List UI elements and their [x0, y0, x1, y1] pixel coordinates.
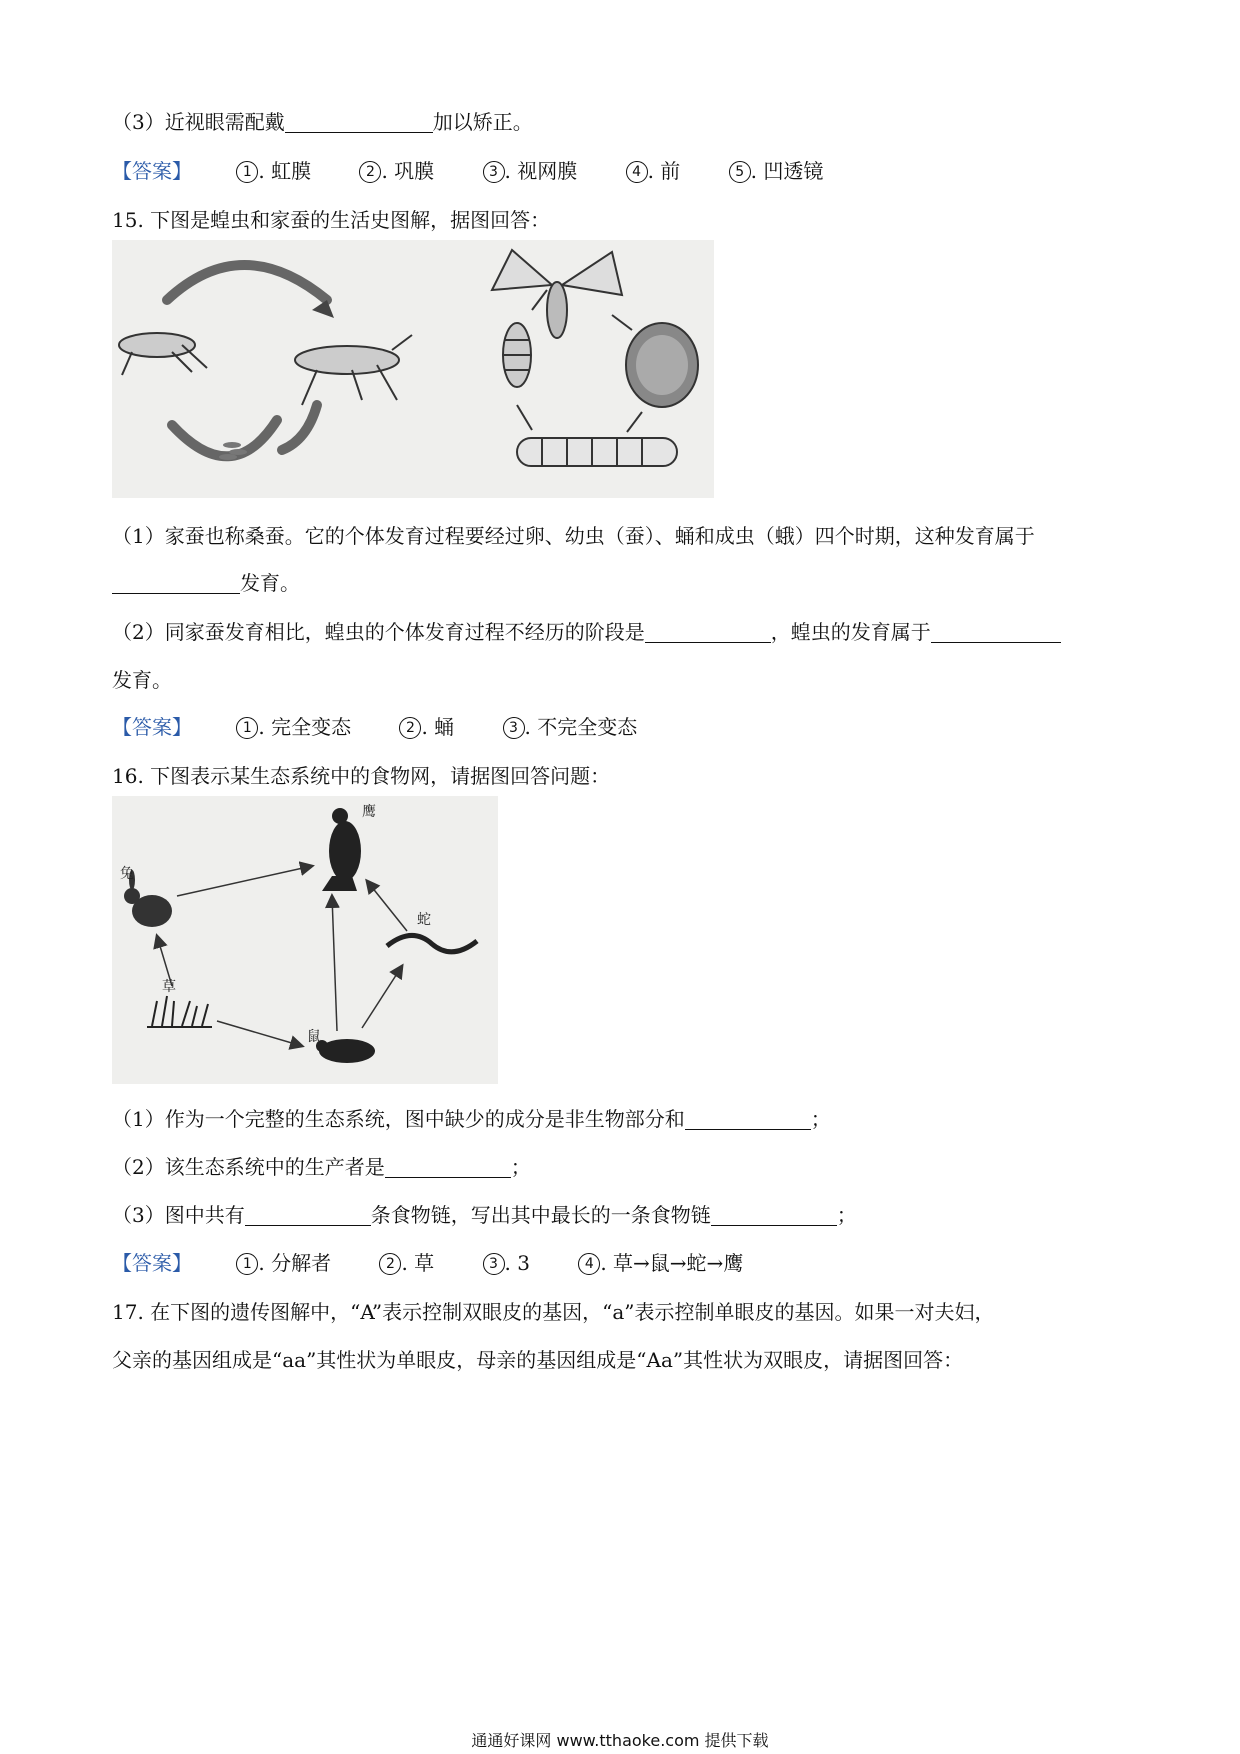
- answer-text: . 不完全变态: [524, 715, 638, 739]
- answer-text: . 3: [504, 1251, 530, 1275]
- arrow-mouse-eagle: [332, 896, 337, 1031]
- q15-part2-text: （2）同家蚕发育相比，蝗虫的个体发育过程不经历的阶段是: [112, 620, 645, 644]
- pupa-icon: [503, 323, 531, 387]
- q15-answer: [112, 711, 679, 740]
- cycle-arrow-left: [172, 420, 277, 456]
- q16-part1: [112, 1103, 831, 1132]
- q15-part1-line2: [112, 567, 300, 596]
- q16-title: 16. 下图表示某生态系统中的食物网，请据图回答问题：: [112, 764, 611, 788]
- answer-item: [236, 715, 351, 739]
- silkworm-egg-mass-icon: [626, 323, 698, 407]
- q15-part2-line1: [112, 616, 1061, 645]
- answer-item: [236, 159, 311, 183]
- circled-number: 3: [483, 1253, 505, 1275]
- answer-item: [236, 1251, 331, 1275]
- answer-item: [503, 715, 638, 739]
- circled-number: 5: [729, 161, 751, 183]
- q15-part1-line1: （1）家蚕也称桑蚕。它的个体发育过程要经过卵、幼虫（蚕）、蛹和成虫（蛾）四个时期，这种发育属于: [112, 524, 1035, 548]
- life-cycle-svg: [112, 240, 714, 498]
- q16-part3-after: ；: [836, 1203, 857, 1227]
- answer-text: . 完全变态: [258, 715, 352, 739]
- answer-tag: 【答案】: [112, 715, 192, 739]
- rabbit-label: 兔: [120, 866, 134, 882]
- q16-part2: [112, 1151, 531, 1180]
- circled-number: 2: [379, 1253, 401, 1275]
- answer-text: . 巩膜: [381, 159, 435, 183]
- circled-number: 1: [236, 161, 258, 183]
- answer-text: . 前: [647, 159, 681, 183]
- q14-part3-text: （3）近视眼需配戴: [112, 110, 285, 134]
- answer-item: [483, 1251, 530, 1275]
- q15-part1-after: 发育。: [240, 571, 300, 595]
- mouse-icon: [316, 1039, 375, 1063]
- q16-part3-mid: 条食物链，写出其中最长的一条食物链: [370, 1203, 711, 1227]
- answer-item: [626, 159, 681, 183]
- q17-line2: 父亲的基因组成是“aa”其性状为单眼皮，母亲的基因组成是“Aa”其性状为双眼皮，请据图回答：: [112, 1348, 964, 1372]
- food-web-figure: [112, 796, 498, 1084]
- answer-item: [483, 159, 578, 183]
- answer-item: [729, 159, 824, 183]
- arrow-grass-mouse: [217, 1021, 302, 1046]
- mouse-label: 鼠: [307, 1029, 321, 1045]
- circled-number: 3: [503, 717, 525, 739]
- answer-tag: 【答案】: [112, 1251, 192, 1275]
- q16-answer: [112, 1247, 785, 1276]
- circled-number: 2: [359, 161, 381, 183]
- answer-blank: [385, 1157, 511, 1178]
- answer-item: [379, 1251, 434, 1275]
- cycle-arrow-right: [282, 405, 317, 450]
- answer-blank: [685, 1109, 811, 1130]
- q14-answer: [112, 155, 865, 184]
- answer-blank: [711, 1205, 837, 1226]
- q17-line1: 17. 在下图的遗传图解中，“A”表示控制双眼皮的基因，“a”表示控制单眼皮的基因。如果一对夫妇，: [112, 1300, 995, 1324]
- circled-number: 4: [626, 161, 648, 183]
- grasshopper-adult-icon: [295, 335, 412, 405]
- q16-part1-after: ；: [810, 1107, 831, 1131]
- larva-icon: [517, 438, 677, 466]
- answer-blank: [245, 1205, 371, 1226]
- answer-blank: [931, 622, 1061, 643]
- life-cycle-figure: [112, 240, 714, 498]
- answer-text: . 蛹: [421, 715, 455, 739]
- answer-blank: [645, 622, 771, 643]
- snake-label: 蛇: [417, 912, 431, 928]
- food-web-svg: [112, 796, 498, 1084]
- arrow-rabbit-eagle: [177, 866, 312, 896]
- q14-part3: [112, 106, 533, 135]
- eagle-label: 鹰: [362, 804, 376, 820]
- q16-part3-text: （3）图中共有: [112, 1203, 245, 1227]
- circled-number: 3: [483, 161, 505, 183]
- answer-text: . 草: [401, 1251, 435, 1275]
- grass-label: 草: [162, 979, 176, 995]
- page-footer: 通通好课网 www.tthaoke.com 提供下载: [471, 1731, 769, 1750]
- answer-text: . 分解者: [258, 1251, 332, 1275]
- answer-text: . 草→鼠→蛇→鹰: [600, 1251, 744, 1275]
- q14-part3-after: 加以矫正。: [432, 110, 533, 134]
- q15-title: 15. 下图是蝗虫和家蚕的生活史图解，据图回答：: [112, 208, 551, 232]
- q15-part2-line2: 发育。: [112, 668, 172, 692]
- answer-item: [399, 715, 454, 739]
- answer-text: . 凹透镜: [750, 159, 824, 183]
- q16-part2-text: （2）该生态系统中的生产者是: [112, 1155, 385, 1179]
- circled-number: 1: [236, 717, 258, 739]
- answer-item: [359, 159, 434, 183]
- cycle-arrow-top: [167, 265, 327, 300]
- answer-text: . 视网膜: [504, 159, 578, 183]
- q16-part1-text: （1）作为一个完整的生态系统，图中缺少的成分是非生物部分和: [112, 1107, 685, 1131]
- grasshopper-icon: [119, 333, 207, 375]
- arrow-snake-eagle: [367, 881, 407, 931]
- eagle-icon: [322, 808, 361, 891]
- grass-icon: [147, 996, 212, 1027]
- circled-number: 2: [399, 717, 421, 739]
- answer-text: . 虹膜: [258, 159, 312, 183]
- answer-blank: [112, 573, 240, 594]
- cycle-arrows-silkworm: [517, 290, 642, 432]
- snake-icon: [387, 935, 477, 951]
- answer-item: [578, 1251, 743, 1275]
- answer-blank: [285, 112, 433, 133]
- answer-tag: 【答案】: [112, 159, 192, 183]
- q15-part2-mid: ，蝗虫的发育属于: [770, 620, 931, 644]
- arrow-mouse-snake: [362, 966, 402, 1028]
- q16-part3: [112, 1199, 857, 1228]
- circled-number: 1: [236, 1253, 258, 1275]
- q16-part2-after: ；: [510, 1155, 531, 1179]
- circled-number: 4: [578, 1253, 600, 1275]
